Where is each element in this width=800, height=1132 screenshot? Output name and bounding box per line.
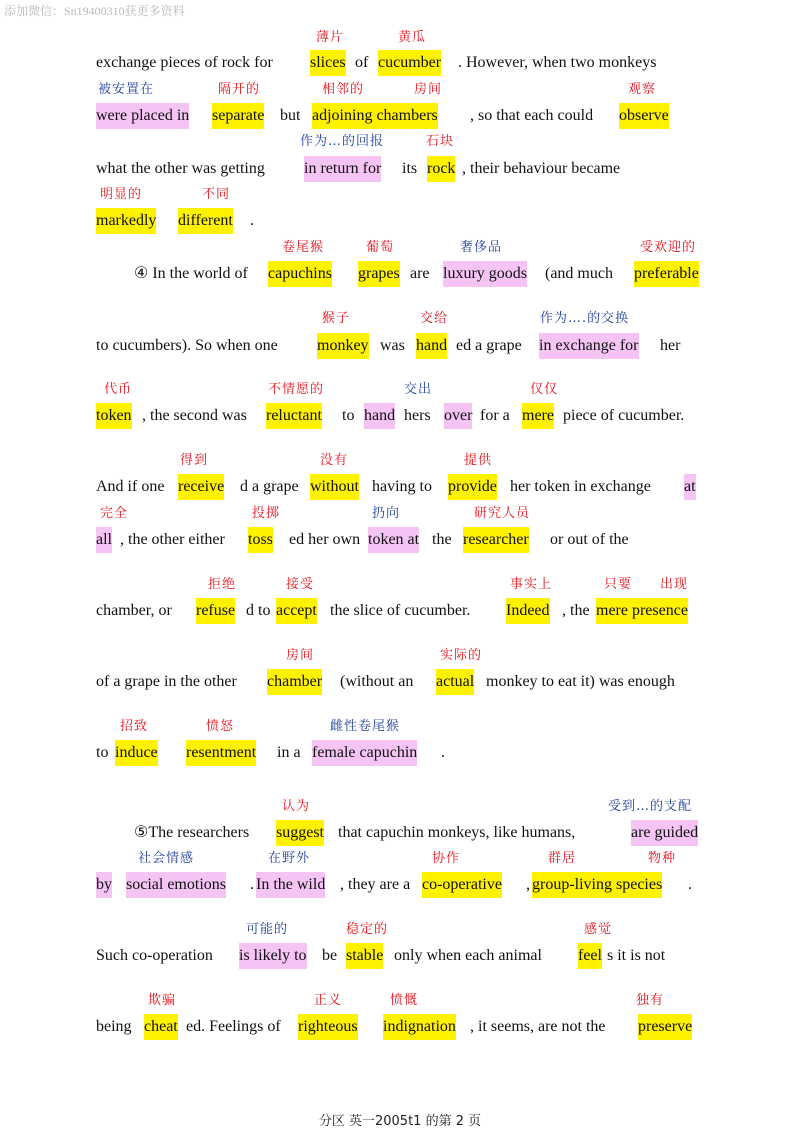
passage-text: ④ In the world of bbox=[134, 265, 248, 282]
passage-line bbox=[0, 333, 800, 359]
passage-text: what the other was getting bbox=[96, 160, 265, 177]
chinese-gloss: 在野外 bbox=[268, 851, 311, 866]
passage-line bbox=[0, 1014, 800, 1040]
chinese-gloss: 奢侈品 bbox=[460, 240, 503, 255]
chinese-gloss: 稳定的 bbox=[346, 922, 389, 937]
passage-text: exchange pieces of rock for bbox=[96, 54, 273, 71]
highlighted-term: actual bbox=[436, 669, 474, 695]
passage-text: to bbox=[96, 744, 109, 761]
chinese-gloss: 交出 bbox=[404, 382, 433, 397]
passage-text: . bbox=[441, 744, 445, 761]
highlighted-term: refuse bbox=[196, 598, 235, 624]
highlighted-term: at bbox=[684, 474, 696, 500]
chinese-gloss: 可能的 bbox=[246, 922, 289, 937]
chinese-gloss: 研究人员 bbox=[474, 506, 531, 521]
highlighted-term: induce bbox=[115, 740, 158, 766]
watermark-text: 添加微信：Sn19400310获更多资料 bbox=[4, 4, 185, 18]
passage-text: , so that each could bbox=[470, 107, 594, 124]
highlighted-term: token bbox=[96, 403, 132, 429]
page-footer: 分区 英一2005t1 的第 2 页 bbox=[318, 1114, 482, 1129]
chinese-gloss: 猴子 bbox=[322, 311, 351, 326]
passage-text: having to bbox=[372, 478, 432, 495]
highlighted-term: toss bbox=[248, 527, 273, 553]
chinese-gloss: 交给 bbox=[420, 311, 449, 326]
highlighted-term: provide bbox=[448, 474, 497, 500]
chinese-gloss: 完全 bbox=[100, 506, 129, 521]
chinese-gloss: 房间 bbox=[286, 648, 315, 663]
chinese-gloss: 仅仅 bbox=[530, 382, 559, 397]
chinese-gloss: 得到 bbox=[180, 453, 209, 468]
highlighted-term: In the wild bbox=[256, 872, 325, 898]
highlighted-term: capuchins bbox=[268, 261, 332, 287]
highlighted-term: social emotions bbox=[126, 872, 226, 898]
highlighted-term: stable bbox=[346, 943, 383, 969]
passage-text: . bbox=[688, 876, 692, 893]
passage-text: only when each animal bbox=[394, 947, 542, 964]
passage-text: was bbox=[380, 337, 405, 354]
highlighted-term: resentment bbox=[186, 740, 256, 766]
chinese-gloss: 感觉 bbox=[584, 922, 613, 937]
chinese-gloss: 雌性卷尾猴 bbox=[330, 719, 401, 734]
highlighted-term: were placed in bbox=[96, 103, 189, 129]
passage-text: the slice of cucumber. bbox=[330, 602, 471, 619]
chinese-gloss: 愤怒 bbox=[206, 719, 235, 734]
chinese-gloss: 认为 bbox=[282, 799, 311, 814]
passage-line bbox=[0, 403, 800, 429]
highlighted-term: hand bbox=[364, 403, 395, 429]
highlighted-term: preferable bbox=[634, 261, 699, 287]
highlighted-term: are guided bbox=[631, 820, 698, 846]
passage-line bbox=[0, 527, 800, 553]
passage-text: , their behaviour became bbox=[462, 160, 621, 177]
chinese-gloss: 不同 bbox=[202, 187, 231, 202]
chinese-gloss: 独有 bbox=[636, 993, 665, 1008]
passage-text: are bbox=[410, 265, 430, 282]
passage-text: . bbox=[250, 876, 254, 893]
highlighted-term: hand bbox=[416, 333, 447, 359]
chinese-gloss: 代币 bbox=[104, 382, 133, 397]
highlighted-term: mere presence bbox=[596, 598, 688, 624]
passage-line bbox=[0, 820, 800, 846]
chinese-gloss: 不情愿的 bbox=[268, 382, 325, 397]
highlighted-term: luxury goods bbox=[443, 261, 527, 287]
chinese-gloss: 群居 bbox=[548, 851, 577, 866]
chinese-gloss: 没有 bbox=[320, 453, 349, 468]
chinese-gloss: 石块 bbox=[426, 134, 455, 149]
highlighted-term: monkey bbox=[317, 333, 369, 359]
passage-text: that capuchin monkeys, like humans, bbox=[338, 824, 576, 841]
highlighted-term: indignation bbox=[383, 1014, 456, 1040]
highlighted-term: without bbox=[310, 474, 359, 500]
chinese-gloss: 接受 bbox=[286, 577, 315, 592]
passage-text: of a grape in the other bbox=[96, 673, 237, 690]
passage-text: (and much bbox=[545, 265, 613, 282]
highlighted-term: different bbox=[178, 208, 233, 234]
passage-text: s it is not bbox=[607, 947, 666, 964]
passage-text: , the bbox=[562, 602, 590, 619]
chinese-gloss: 受到…的支配 bbox=[608, 799, 693, 814]
highlighted-term: all bbox=[96, 527, 112, 553]
passage-text: piece of cucumber. bbox=[563, 407, 685, 424]
chinese-gloss: 被安置在 bbox=[98, 82, 155, 97]
highlighted-term: accept bbox=[276, 598, 317, 624]
passage-text: , the other either bbox=[120, 531, 225, 548]
passage-text: And if one bbox=[96, 478, 165, 495]
highlighted-term: cucumber bbox=[378, 50, 441, 76]
passage-text: ed her own bbox=[289, 531, 361, 548]
chinese-gloss: 物种 bbox=[648, 851, 677, 866]
chinese-gloss: 欺骗 bbox=[148, 993, 177, 1008]
chinese-gloss: 黄瓜 bbox=[398, 30, 427, 45]
highlighted-term: cheat bbox=[144, 1014, 178, 1040]
chinese-gloss: 投掷 bbox=[252, 506, 281, 521]
chinese-gloss: 提供 bbox=[464, 453, 493, 468]
highlighted-term: researcher bbox=[463, 527, 529, 553]
passage-text: monkey to eat it) was enough bbox=[486, 673, 675, 690]
highlighted-term: rock bbox=[427, 156, 455, 182]
passage-line bbox=[0, 474, 800, 500]
passage-text: d to bbox=[246, 602, 271, 619]
chinese-gloss: 相邻的 bbox=[322, 82, 365, 97]
chinese-gloss: 事实上 bbox=[510, 577, 553, 592]
passage-text: Such co-operation bbox=[96, 947, 213, 964]
passage-text: , the second was bbox=[142, 407, 247, 424]
highlighted-term: group-living species bbox=[532, 872, 662, 898]
highlighted-term: token at bbox=[368, 527, 419, 553]
passage-text: her token in exchange bbox=[510, 478, 651, 495]
chinese-gloss: 实际的 bbox=[440, 648, 483, 663]
passage-text: d a grape bbox=[240, 478, 299, 495]
passage-text: be bbox=[322, 947, 338, 964]
highlighted-term: observe bbox=[619, 103, 669, 129]
passage-line bbox=[0, 261, 800, 287]
chinese-gloss: 葡萄 bbox=[366, 240, 395, 255]
highlighted-term: reluctant bbox=[266, 403, 322, 429]
passage-line bbox=[0, 669, 800, 695]
chinese-gloss: 隔开的 bbox=[218, 82, 261, 97]
passage-text: hers bbox=[404, 407, 431, 424]
highlighted-term: adjoining chambers bbox=[312, 103, 438, 129]
passage-text: its bbox=[402, 160, 418, 177]
passage-text: , it seems, are not the bbox=[470, 1018, 606, 1035]
passage-text: the bbox=[432, 531, 452, 548]
highlighted-term: by bbox=[96, 872, 112, 898]
passage-line bbox=[0, 740, 800, 766]
passage-text: being bbox=[96, 1018, 132, 1035]
passage-text: . However, when two monkeys bbox=[458, 54, 657, 71]
chinese-gloss: 房间 bbox=[414, 82, 443, 97]
highlighted-term: separate bbox=[212, 103, 264, 129]
passage-text: or out of the bbox=[550, 531, 629, 548]
passage-text: (without an bbox=[340, 673, 414, 690]
passage-text: but bbox=[280, 107, 301, 124]
passage-text: to bbox=[342, 407, 355, 424]
passage-line bbox=[0, 208, 800, 234]
chinese-gloss: 正义 bbox=[314, 993, 343, 1008]
passage-line bbox=[0, 50, 800, 76]
passage-text: chamber, or bbox=[96, 602, 172, 619]
highlighted-term: in return for bbox=[304, 156, 381, 182]
highlighted-term: in exchange for bbox=[539, 333, 639, 359]
passage-text: ed a grape bbox=[456, 337, 522, 354]
passage-line bbox=[0, 943, 800, 969]
highlighted-term: preserve bbox=[638, 1014, 692, 1040]
highlighted-term: female capuchin bbox=[312, 740, 417, 766]
passage-text: ⑤The researchers bbox=[134, 824, 250, 841]
passage-text: . bbox=[250, 212, 254, 229]
chinese-gloss: 受欢迎的 bbox=[640, 240, 697, 255]
highlighted-term: chamber bbox=[267, 669, 322, 695]
chinese-gloss: 社会情感 bbox=[138, 851, 195, 866]
highlighted-term: Indeed bbox=[506, 598, 550, 624]
passage-text: , they are a bbox=[340, 876, 411, 893]
passage-text: her bbox=[660, 337, 681, 354]
highlighted-term: mere bbox=[522, 403, 554, 429]
highlighted-term: grapes bbox=[358, 261, 400, 287]
highlighted-term: co-operative bbox=[422, 872, 502, 898]
passage-line bbox=[0, 156, 800, 182]
passage-text: of bbox=[355, 54, 369, 71]
highlighted-term: receive bbox=[178, 474, 224, 500]
passage-text: in a bbox=[277, 744, 301, 761]
passage-text: , bbox=[526, 876, 530, 893]
chinese-gloss: 只要 bbox=[604, 577, 633, 592]
chinese-gloss: 扔向 bbox=[372, 506, 401, 521]
highlighted-term: suggest bbox=[276, 820, 324, 846]
passage-line bbox=[0, 598, 800, 624]
passage-text: ed. Feelings of bbox=[186, 1018, 281, 1035]
chinese-gloss: 协作 bbox=[432, 851, 461, 866]
passage-text: to cucumbers). So when one bbox=[96, 337, 278, 354]
chinese-gloss: 愤慨 bbox=[390, 993, 419, 1008]
highlighted-term: markedly bbox=[96, 208, 156, 234]
passage-line bbox=[0, 872, 800, 898]
chinese-gloss: 作为…的回报 bbox=[300, 134, 385, 149]
highlighted-term: is likely to bbox=[239, 943, 307, 969]
chinese-gloss: 观察 bbox=[628, 82, 657, 97]
highlighted-term: slices bbox=[310, 50, 346, 76]
chinese-gloss: 明显的 bbox=[100, 187, 143, 202]
highlighted-term: feel bbox=[578, 943, 602, 969]
passage-line bbox=[0, 103, 800, 129]
chinese-gloss: 出现 bbox=[660, 577, 689, 592]
highlighted-term: righteous bbox=[298, 1014, 358, 1040]
highlighted-term: over bbox=[444, 403, 472, 429]
chinese-gloss: 作为….的交换 bbox=[540, 311, 630, 326]
passage-text: for a bbox=[480, 407, 510, 424]
chinese-gloss: 卷尾猴 bbox=[282, 240, 325, 255]
chinese-gloss: 拒绝 bbox=[208, 577, 237, 592]
chinese-gloss: 薄片 bbox=[316, 30, 345, 45]
chinese-gloss: 招致 bbox=[120, 719, 149, 734]
